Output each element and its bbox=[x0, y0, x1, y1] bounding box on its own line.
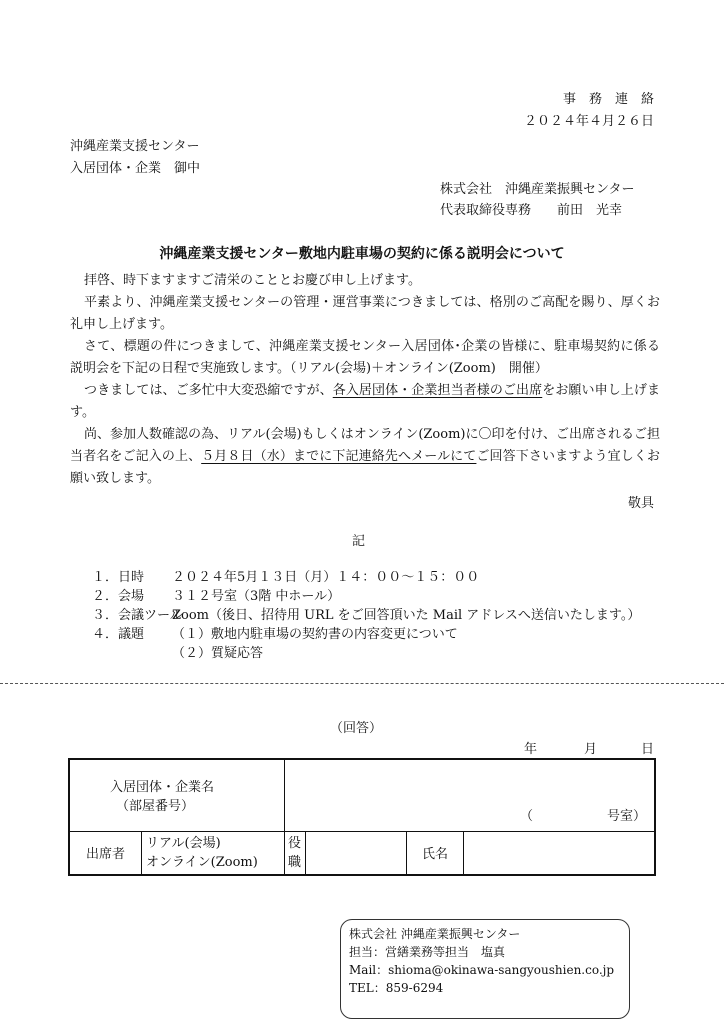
paragraph-reply-instructions bbox=[70, 424, 660, 490]
recipient-organization: 沖縄産業支援センター bbox=[70, 139, 200, 154]
document-date: ２０２４年４月２６日 bbox=[523, 114, 654, 129]
room-label: （部屋番号） bbox=[116, 799, 195, 815]
sender-company: 株式会社 沖縄産業振興センター bbox=[440, 182, 635, 197]
room-suffix: 号室） bbox=[606, 809, 646, 824]
item-tool-value: Zoom（後日、招待用 URL をご回答頂いた Mail アドレスへ送信いたします。） bbox=[172, 608, 641, 623]
position-input-cell[interactable] bbox=[306, 831, 407, 875]
paragraph-announcement: さて、標題の件につきまして、沖縄産業支援センター入居団体･企業の皆様に、駐車場契約に係る説明会を下記の日程で実施致します。（リアル(会場)＋オンライン(Zoom) 開催） bbox=[70, 339, 660, 376]
room-open-paren: （ bbox=[520, 809, 534, 824]
position-label-cell bbox=[285, 831, 306, 875]
request-underlined: 各入居団体・企業担当者様のご出席 bbox=[332, 383, 543, 398]
position-label-1: 役 bbox=[288, 835, 302, 851]
item-agenda-value-1: （１）敷地内駐車場の契約書の内容変更について bbox=[172, 627, 458, 642]
item-tool-label: ３．会議ツール bbox=[92, 608, 183, 623]
contact-company: 株式会社 沖縄産業振興センター bbox=[349, 927, 521, 941]
reply-heading: （回答） bbox=[330, 721, 383, 736]
recipient-line: 入居団体・企業 御中 bbox=[70, 161, 201, 176]
item-agenda-label: ４．議題 bbox=[92, 627, 145, 642]
item-agenda-value-2: （２）質疑応答 bbox=[172, 646, 264, 661]
reply-deadline-underlined: ５月８日（水）までに下記連絡先へメールにて bbox=[201, 449, 477, 464]
option-real[interactable]: リアル(会場) bbox=[146, 835, 221, 851]
org-label-cell bbox=[69, 759, 285, 831]
name-input-cell[interactable] bbox=[464, 831, 656, 875]
paragraph-thanks: 平素より、沖縄産業支援センターの管理・運営事業につきましては、格別のご高配を賜り、厚くお礼申し上げます。 bbox=[70, 295, 660, 332]
sender-person: 代表取締役専務 前田 光幸 bbox=[440, 203, 623, 218]
position-label-2: 職 bbox=[288, 854, 302, 870]
document-type: 事 務 連 絡 bbox=[562, 92, 654, 107]
reply-date-day: 日 bbox=[641, 742, 655, 757]
attendee-label: 出席者 bbox=[86, 847, 126, 863]
contact-box bbox=[340, 919, 630, 1019]
document-title: 沖縄産業支援センター敷地内駐車場の契約に係る説明会について bbox=[159, 246, 565, 262]
item-venue-value: ３１２号室（3階 中ホール） bbox=[172, 589, 341, 604]
org-input-cell[interactable] bbox=[285, 759, 656, 831]
name-label-cell bbox=[407, 831, 464, 875]
org-label: 入居団体・企業名 bbox=[110, 780, 215, 796]
request-text-a: つきましては、ご多忙中大変恐縮ですが、 bbox=[84, 383, 333, 398]
reply-date-year: 年 bbox=[524, 742, 538, 757]
reply-date-month: 月 bbox=[584, 742, 598, 757]
attendee-label-cell bbox=[69, 831, 142, 875]
cut-line bbox=[0, 683, 724, 684]
ki-heading: 記 bbox=[352, 534, 366, 549]
contact-person: 担当：営繕業務等担当 塩真 bbox=[349, 945, 506, 959]
item-venue-label: ２．会場 bbox=[92, 589, 145, 604]
contact-tel: TEL：859-6294 bbox=[349, 981, 444, 995]
paragraph-greeting: 拝啓、時下ますますご清栄のこととお慶び申し上げます。 bbox=[84, 273, 421, 288]
closing-keigu: 敬具 bbox=[627, 496, 654, 511]
contact-mail[interactable]: Mail：shioma@okinawa-sangyoushien.co.jp bbox=[349, 963, 615, 977]
reply-text-a: 尚、参加人数確認の為、リアル(会場)もしくはオンライン(Zoom)に〇印を付け、ご出席されるご担当者名をご記入の上、 bbox=[70, 427, 660, 464]
request-text-b: をお願い申し上げます。 bbox=[70, 383, 660, 420]
reply-form-table bbox=[68, 758, 656, 876]
attendance-options-cell[interactable] bbox=[142, 831, 285, 875]
reply-text-b: ご回答下さいますよう宜しくお願い致します。 bbox=[70, 449, 660, 486]
name-label: 氏名 bbox=[421, 847, 448, 863]
item-datetime-label: １．日時 bbox=[92, 570, 145, 585]
paragraph-request bbox=[70, 380, 660, 424]
item-datetime-value: ２０２４年5月１３日（月）１４：００～１５：００ bbox=[172, 570, 480, 585]
option-online[interactable]: オンライン(Zoom) bbox=[146, 854, 258, 870]
